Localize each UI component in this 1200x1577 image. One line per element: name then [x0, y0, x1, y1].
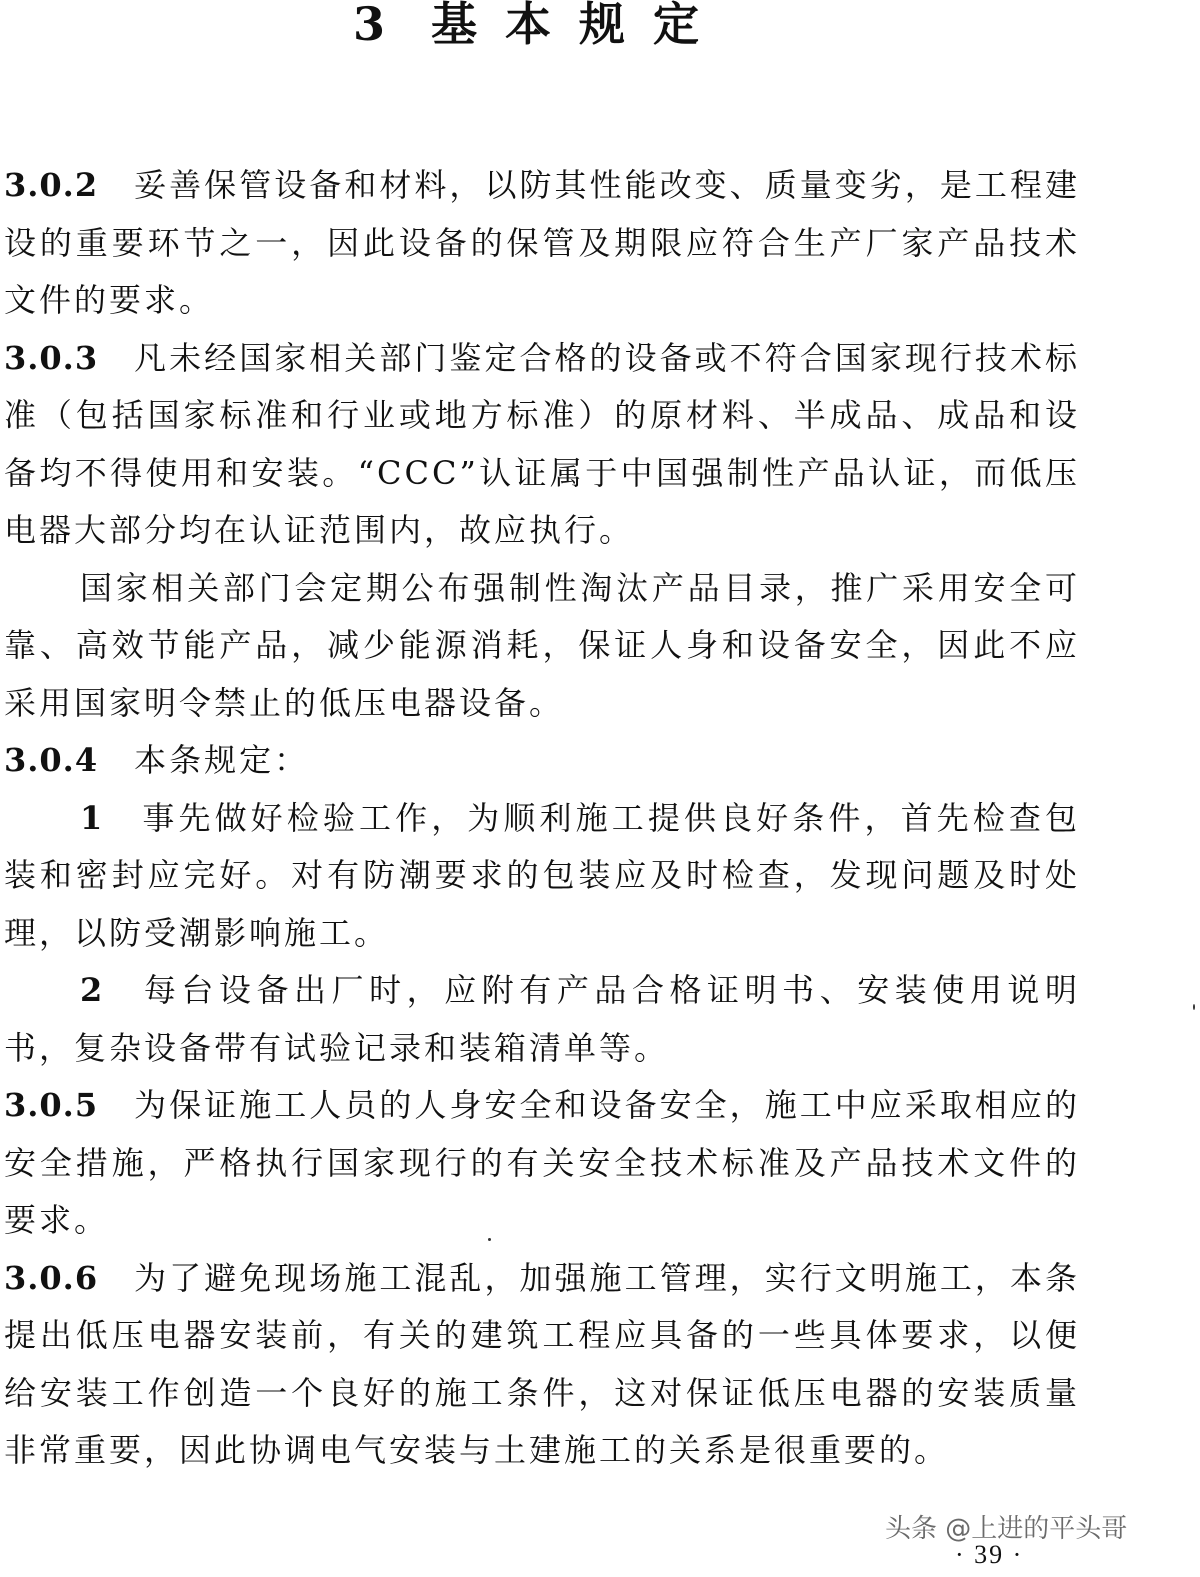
clause-text: 为了避免现场施工混乱，加强施工管理，实行文明施工，本条提出低压电器安装前，有关的建筑工程应具备的一些具体要求，以便给安装工作创造一个良好的施工条件，这对保证低压电器的安装质量非常重要，因此协调电气安装与土建施工的关系是很重要的。: [4, 1258, 1080, 1469]
item-text: 事先做好检验工作，为顺利施工提供良好条件，首先检查包装和密封应完好。对有防潮要求的包装应及时检查，发现问题及时处理，以防受潮影响施工。: [4, 798, 1080, 952]
scan-speck: [1193, 1004, 1195, 1010]
clause-3-0-3: [4, 330, 1080, 560]
clause-3-0-4-item-1: [4, 790, 1080, 963]
item-number: 1: [80, 798, 106, 837]
clause-3-0-6: [4, 1250, 1080, 1480]
item-text: 每台设备出厂时，应附有产品合格证明书、安装使用说明书，复杂设备带有试验记录和装箱清单等。: [4, 971, 1080, 1067]
clause-number: 3.0.3: [4, 338, 99, 377]
chapter-title-text: 基本规定: [431, 0, 727, 51]
clause-number: 3.0.4: [4, 741, 99, 779]
chapter-title: [0, 0, 1080, 54]
document-body: [4, 157, 1080, 1480]
clause-number: 3.0.6: [4, 1258, 99, 1297]
clause-text: 凡未经国家相关部门鉴定合格的设备或不符合国家现行技术标准（包括国家标准和行业或地方标准）的原材料、半成品、成品和设备均不得使用和安装。“CCC”认证属于中国强制性产品认证，而低压电器大部分均在认证范围内，故应执行。: [4, 338, 1080, 549]
clause-3-0-4: [4, 732, 1080, 790]
clause-3-0-4-item-2: [4, 962, 1080, 1077]
clause-text: 本条规定：: [134, 741, 310, 779]
scan-speck: [488, 1238, 491, 1241]
clause-number: 3.0.2: [4, 166, 99, 204]
page-number: · 39 ·: [955, 1540, 1024, 1569]
clause-number: 3.0.5: [4, 1086, 99, 1124]
clause-text: 为保证施工人员的人身安全和设备安全，施工中应采取相应的安全措施，严格执行国家现行的有关安全技术标准及产品技术文件的要求。: [4, 1086, 1080, 1239]
clause-3-0-5: [4, 1077, 1080, 1250]
watermark: 头条 @上进的平头哥: [885, 1514, 1128, 1544]
clause-3-0-2: [4, 157, 1080, 330]
item-number: 2: [80, 971, 106, 1009]
clause-3-0-3-continuation: 国家相关部门会定期公布强制性淘汰产品目录，推广采用安全可靠、高效节能产品，减少能源消耗，保证人身和设备安全，因此不应采用国家明令禁止的低压电器设备。: [4, 568, 1080, 722]
clause-text: 妥善保管设备和材料，以防其性能改变、质量变劣，是工程建设的重要环节之一，因此设备的保管及期限应符合生产厂家产品技术文件的要求。: [4, 166, 1080, 319]
chapter-number: 3: [352, 0, 391, 51]
